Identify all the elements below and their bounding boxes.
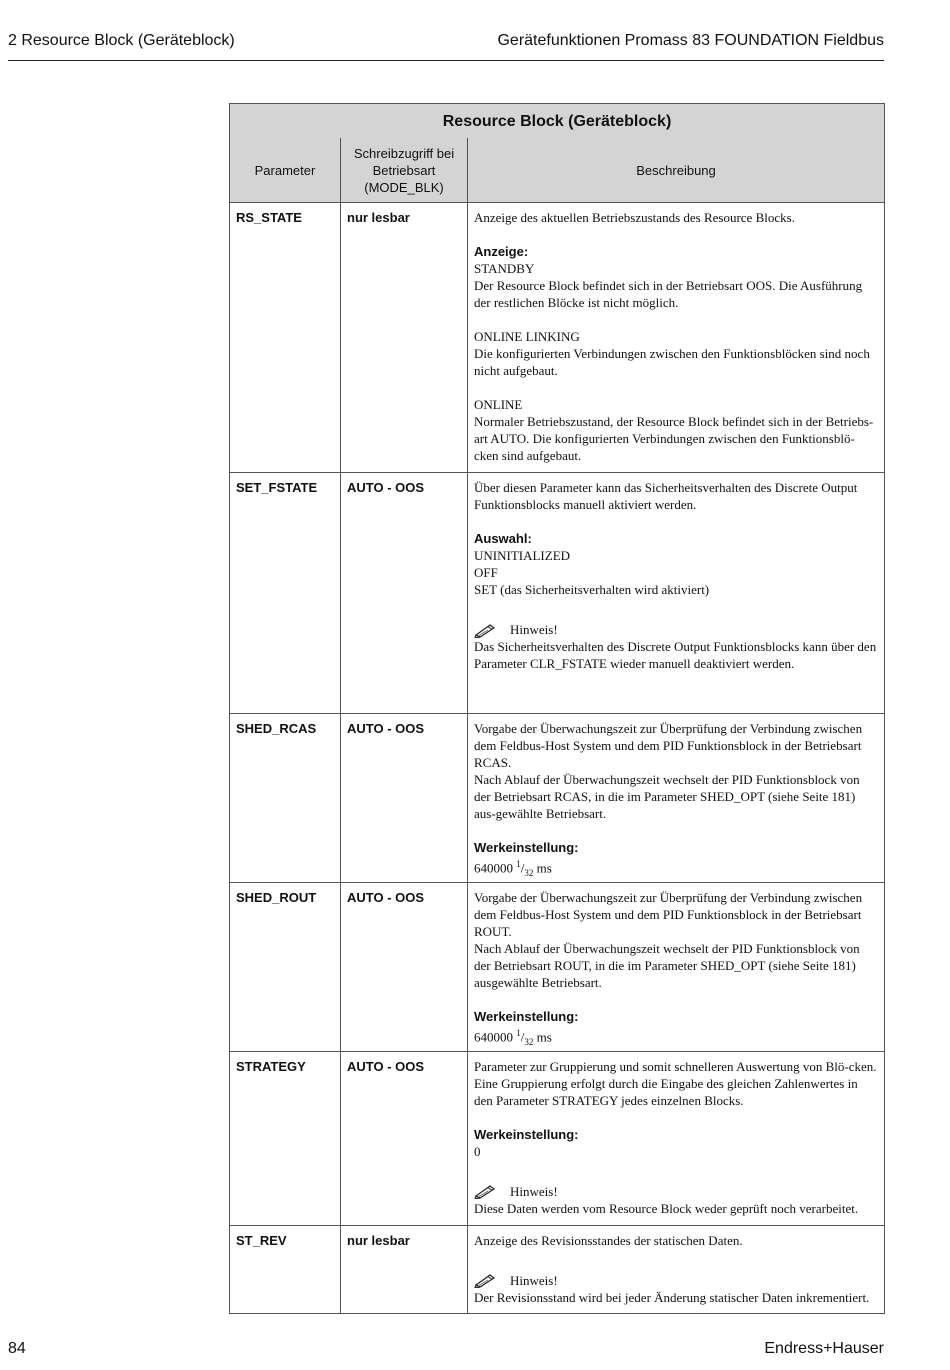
param-description: Über diesen Parameter kann das Sicherheitsverhalten des Discrete Output Funktionsblocks manuell aktiviert werden. Auswahl: UNINITIALIZED OFF SET (das Sicherheitsverhalten wird aktiviert) Hinweis! Das Sicherheitsverhalten des Discrete Output Funktionsblocks kann über den Parameter CLR_FSTATE wieder manuell deaktiviert werden. [468, 473, 885, 714]
column-header-description: Beschreibung [468, 138, 885, 203]
table-row [230, 882, 885, 1051]
table-title: Resource Block (Geräteblock) [230, 104, 885, 139]
param-access: AUTO - OOS [341, 714, 468, 883]
note-label: Hinweis! [510, 1272, 558, 1288]
header-rule [8, 60, 884, 61]
param-name: SHED_ROUT [230, 882, 341, 1051]
note-pencil-icon [474, 622, 498, 638]
param-description: Vorgabe der Überwachungszeit zur Überprüfung der Verbindung zwischen dem Feldbus-Host System und dem PID Funktionsblock in der Betriebsart ROUT. Nach Ablauf der Überwachungszeit wechselt der PID Funktionsblock von der Betriebsart ROUT, in die im Parameter SHED_OPT (siehe Seite 181) ausgewählte Betriebsart. Werkeinstellung: 640000 $^1/_{32}$ ms [468, 882, 885, 1051]
column-header-access: Schreibzugriff bei Betriebsart (MODE_BLK) [341, 138, 468, 203]
table-row [230, 1225, 885, 1313]
default-value: 0 [474, 1143, 481, 1159]
param-access: AUTO - OOS [341, 1051, 468, 1225]
param-access: AUTO - OOS [341, 473, 468, 714]
note-pencil-icon [474, 1183, 498, 1199]
param-access: nur lesbar [341, 203, 468, 473]
brand-logo-text: Endress+Hauser [764, 1340, 884, 1357]
param-name: STRATEGY [230, 1051, 341, 1225]
param-access: nur lesbar [341, 1225, 468, 1313]
column-header-parameter: Parameter [230, 138, 341, 203]
default-value: 640000 $^1/_{32}$ ms [474, 1027, 552, 1047]
table-row [230, 473, 885, 714]
running-header-title: Gerätefunktionen Promass 83 FOUNDATION Fieldbus [497, 32, 884, 49]
table-row [230, 714, 885, 883]
table-row [230, 1051, 885, 1225]
note-pencil-icon [474, 1272, 498, 1288]
param-description: Anzeige des Revisionsstandes der statischen Daten. Hinweis! Der Revisionsstand wird bei jeder Änderung statischer Daten inkrementiert. [468, 1225, 885, 1313]
note-label: Hinweis! [510, 622, 558, 637]
running-header-section: 2 Resource Block (Geräteblock) [8, 32, 235, 49]
table-row [230, 203, 885, 473]
resource-block-table [229, 103, 885, 1314]
param-description: Anzeige des aktuellen Betriebszustands des Resource Blocks. Anzeige: STANDBY Der Resource Block befindet sich in der Betriebsart OOS. Die Ausführung der restlichen Blöcke ist nicht möglich. ONLINE LINKING Die konfigurierten Verbindungen zwischen den Funktionsblöcken sind noch nicht aufgebaut. ONLINE Normaler Betriebszustand, der Resource Block befindet sich in der Betriebs-art AUTO. Die konfigurierten Verbindungen zwischen den Funktionsblö-cken sind aufgebaut. [468, 203, 885, 473]
note-label: Hinweis! [510, 1183, 558, 1199]
param-description: Vorgabe der Überwachungszeit zur Überprüfung der Verbindung zwischen dem Feldbus-Host System und dem PID Funktionsblock in der Betriebsart RCAS. Nach Ablauf der Überwachungszeit wechselt der PID Funktionsblock von der Betriebsart RCAS, in die im Parameter SHED_OPT (siehe Seite 181) aus-gewählte Betriebsart. Werkeinstellung: 640000 $^1/_{32}$ ms [468, 714, 885, 883]
param-name: SET_FSTATE [230, 473, 341, 714]
param-name: SHED_RCAS [230, 714, 341, 883]
page-number: 84 [8, 1340, 26, 1357]
param-name: RS_STATE [230, 203, 341, 473]
param-name: ST_REV [230, 1225, 341, 1313]
param-description: Parameter zur Gruppierung und somit schnelleren Auswertung von Blö-cken. Eine Gruppierung erfolgt durch die Eingabe des gleichen Zahlenwertes in den Parameter STRATEGY jedes einzelnen Blocks. Werkeinstellung: 0 Hinweis! Diese Daten werden vom Resource Block weder geprüft noch verarbeitet. [468, 1051, 885, 1225]
default-value: 640000 $^1/_{32}$ ms [474, 859, 552, 878]
param-access: AUTO - OOS [341, 882, 468, 1051]
